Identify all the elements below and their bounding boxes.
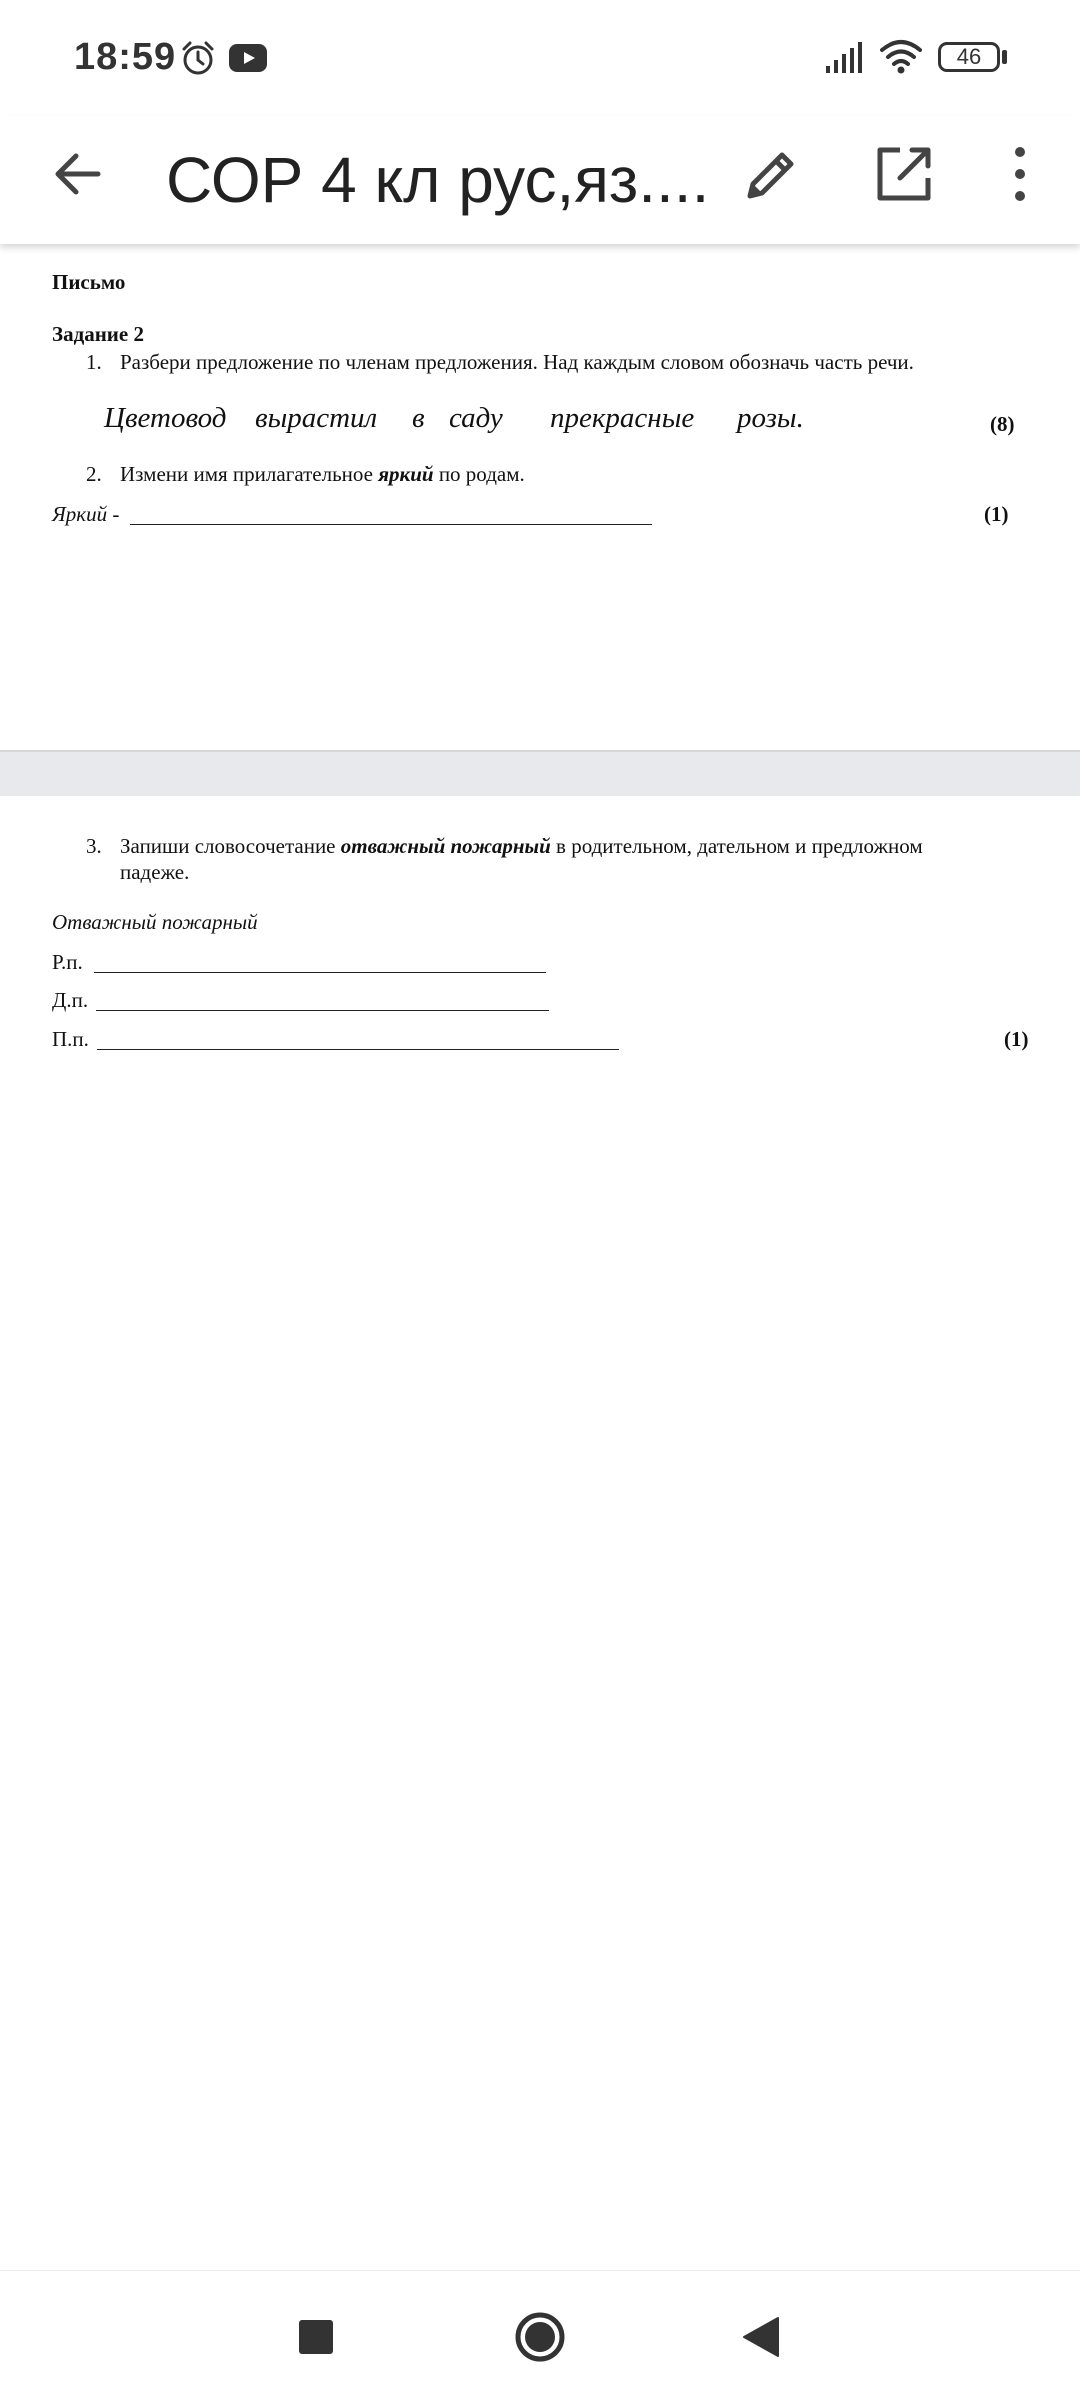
page-heading: Письмо [52, 270, 126, 294]
q2-answer-line [130, 524, 652, 525]
app-bar [0, 116, 1080, 244]
pencil-icon[interactable] [734, 136, 810, 212]
document-viewer[interactable] [0, 244, 1080, 2270]
status-time: 18:59 [74, 36, 177, 78]
q1-score: (8) [990, 412, 1015, 436]
sentence-word: саду [449, 402, 503, 434]
q3-number: 3. [86, 834, 102, 858]
q3-keyword: отважный пожарный [340, 834, 551, 858]
open-external-icon[interactable] [866, 136, 942, 212]
q3-text-before: Запиши словосочетание [120, 834, 341, 858]
back-arrow-icon[interactable] [40, 136, 116, 212]
task-title: Задание 2 [52, 322, 144, 346]
youtube-icon [228, 42, 268, 74]
analysis-sentence [0, 402, 1080, 442]
sentence-word: Цветовод [104, 402, 227, 434]
case-label-pp: П.п. [52, 1027, 89, 1051]
case-answer-line [96, 1010, 549, 1011]
q3-text-line2: падеже. [120, 860, 190, 884]
page-separator [0, 750, 1080, 796]
signal-icon [824, 40, 864, 74]
status-bar [0, 0, 1080, 116]
navigation-bar [0, 2270, 1080, 2401]
battery-icon: 46 [938, 42, 1000, 72]
recents-square-icon[interactable] [280, 2301, 352, 2373]
home-circle-icon[interactable] [504, 2301, 576, 2373]
q2-number: 2. [86, 462, 102, 486]
case-answer-line [94, 972, 546, 973]
case-label-dp: Д.п. [52, 988, 89, 1012]
q2-score: (1) [984, 502, 1009, 526]
sentence-word: прекрасные [550, 402, 695, 434]
q2-text-before: Измени имя прилагательное [120, 462, 379, 486]
q1-text: Разбери предложение по членам предложения. Над каждым словом обозначь часть речи. [120, 350, 914, 374]
q3-score: (1) [1004, 1027, 1029, 1051]
q1-number: 1. [86, 350, 102, 374]
battery-tip [1002, 50, 1007, 64]
q3-text-after: в родительном, дательном и предложном [550, 834, 923, 858]
sentence-word: в [412, 402, 425, 434]
q2-keyword: яркий [378, 462, 434, 486]
sentence-word: розы. [737, 402, 804, 434]
q2-text-after: по родам. [433, 462, 525, 486]
case-answer-line [97, 1049, 619, 1050]
q2-text [120, 462, 525, 487]
more-vert-icon[interactable] [982, 136, 1058, 212]
q3-text [120, 834, 923, 859]
q2-answer-label: Яркий - [52, 502, 120, 526]
case-label-rp: Р.п. [52, 950, 83, 974]
document-title: СОР 4 кл рус,яз.... [166, 144, 710, 216]
wifi-icon [880, 38, 922, 74]
sentence-word: вырастил [255, 402, 378, 434]
phrase-label: Отважный пожарный [52, 910, 258, 934]
back-triangle-icon[interactable] [726, 2301, 798, 2373]
alarm-icon [180, 40, 216, 76]
